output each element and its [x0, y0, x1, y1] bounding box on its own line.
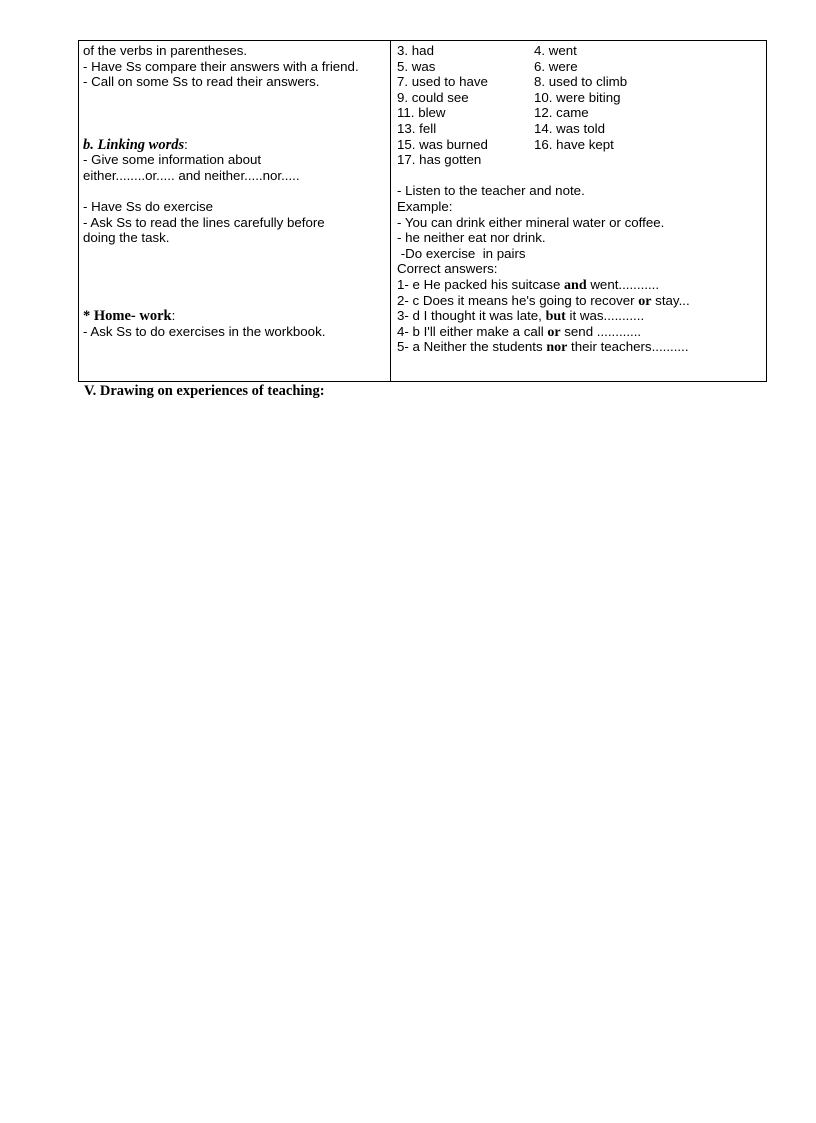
heading-colon: : — [171, 308, 176, 324]
linking-words-heading — [83, 137, 386, 153]
linking-word: or — [547, 324, 561, 340]
answer-text: 2- c Does it means he's going to recover — [397, 292, 639, 308]
linking-word: and — [564, 277, 587, 293]
answer-pair — [397, 74, 762, 90]
answer-item: 7. used to have — [397, 74, 488, 90]
answer-pair — [397, 90, 762, 106]
linking-word: or — [638, 293, 652, 309]
answer-item: 14. was told — [534, 120, 605, 136]
homework-heading — [83, 308, 386, 324]
answer-item: 10. were biting — [534, 89, 621, 105]
answer-item: 5. was — [397, 58, 436, 74]
linking-words-title: b. Linking words — [83, 136, 185, 153]
answer-text: 1- e He packed his suitcase — [397, 276, 565, 292]
text-line: - he neither eat nor drink. — [397, 230, 546, 246]
answer-item: 4. went — [534, 43, 577, 58]
answer-pair — [397, 43, 762, 59]
answer-text: their teachers.......... — [567, 339, 689, 355]
answer-text: stay... — [651, 292, 690, 308]
text-line: doing the task. — [83, 230, 170, 246]
answer-text: 3- d I thought it was late, — [397, 308, 546, 324]
answer-item: 16. have kept — [534, 136, 614, 152]
linking-word: but — [545, 309, 566, 325]
text-line: - You can drink either mineral water or coffee. — [397, 214, 665, 230]
answer-text: it was........... — [565, 308, 645, 324]
answer-item: 12. came — [534, 105, 589, 121]
correct-answer-line — [397, 293, 762, 309]
answer-item: 15. was burned — [397, 136, 488, 152]
answer-item: 9. could see — [397, 89, 469, 105]
homework-title: * Home- work — [83, 308, 172, 325]
answer-pair — [397, 105, 762, 121]
text-line: - Call on some Ss to read their answers. — [83, 74, 320, 90]
answer-pair — [397, 137, 762, 153]
text-line: - Listen to the teacher and note. — [397, 183, 585, 199]
correct-answer-line — [397, 324, 762, 340]
answer-text: 4- b I'll either make a call — [397, 323, 548, 339]
text-line: of the verbs in parentheses. — [83, 43, 248, 58]
teacher-activities-column — [79, 41, 391, 381]
lesson-table — [78, 40, 767, 382]
text-line: - Give some information about — [83, 152, 262, 168]
text-line: -Do exercise in pairs — [397, 245, 526, 261]
correct-answer-line — [397, 308, 762, 324]
text-line: either........or..... and neither.....nor..... — [83, 167, 300, 183]
text-line: - Ask Ss to do exercises in the workbook. — [83, 323, 326, 339]
answer-item: 13. fell — [397, 120, 437, 136]
correct-answer-line — [397, 277, 762, 293]
text-line: - Have Ss do exercise — [83, 198, 214, 214]
answer-item: 17. has gotten — [397, 152, 482, 168]
answer-item: 8. used to climb — [534, 74, 628, 90]
answer-item: 3. had — [397, 43, 434, 58]
answer-pair — [397, 59, 762, 75]
linking-word: nor — [546, 340, 568, 356]
correct-answer-line — [397, 339, 762, 355]
answer-item: 11. blew — [397, 105, 446, 121]
heading-colon: : — [184, 136, 188, 152]
answer-item: 6. were — [534, 58, 578, 74]
text-line: Example: — [397, 198, 453, 214]
answer-text: 5- a Neither the students — [397, 339, 547, 355]
answer-text: went........... — [586, 276, 660, 292]
student-activities-column — [391, 41, 766, 381]
answer-text: send ............ — [560, 323, 642, 339]
text-line: Correct answers: — [397, 261, 498, 277]
text-line: - Ask Ss to read the lines carefully before — [83, 214, 325, 230]
answer-pair — [397, 121, 762, 137]
text-line: - Have Ss compare their answers with a friend. — [83, 58, 359, 74]
section-title-drawing-experiences: V. Drawing on experiences of teaching: — [84, 383, 325, 399]
